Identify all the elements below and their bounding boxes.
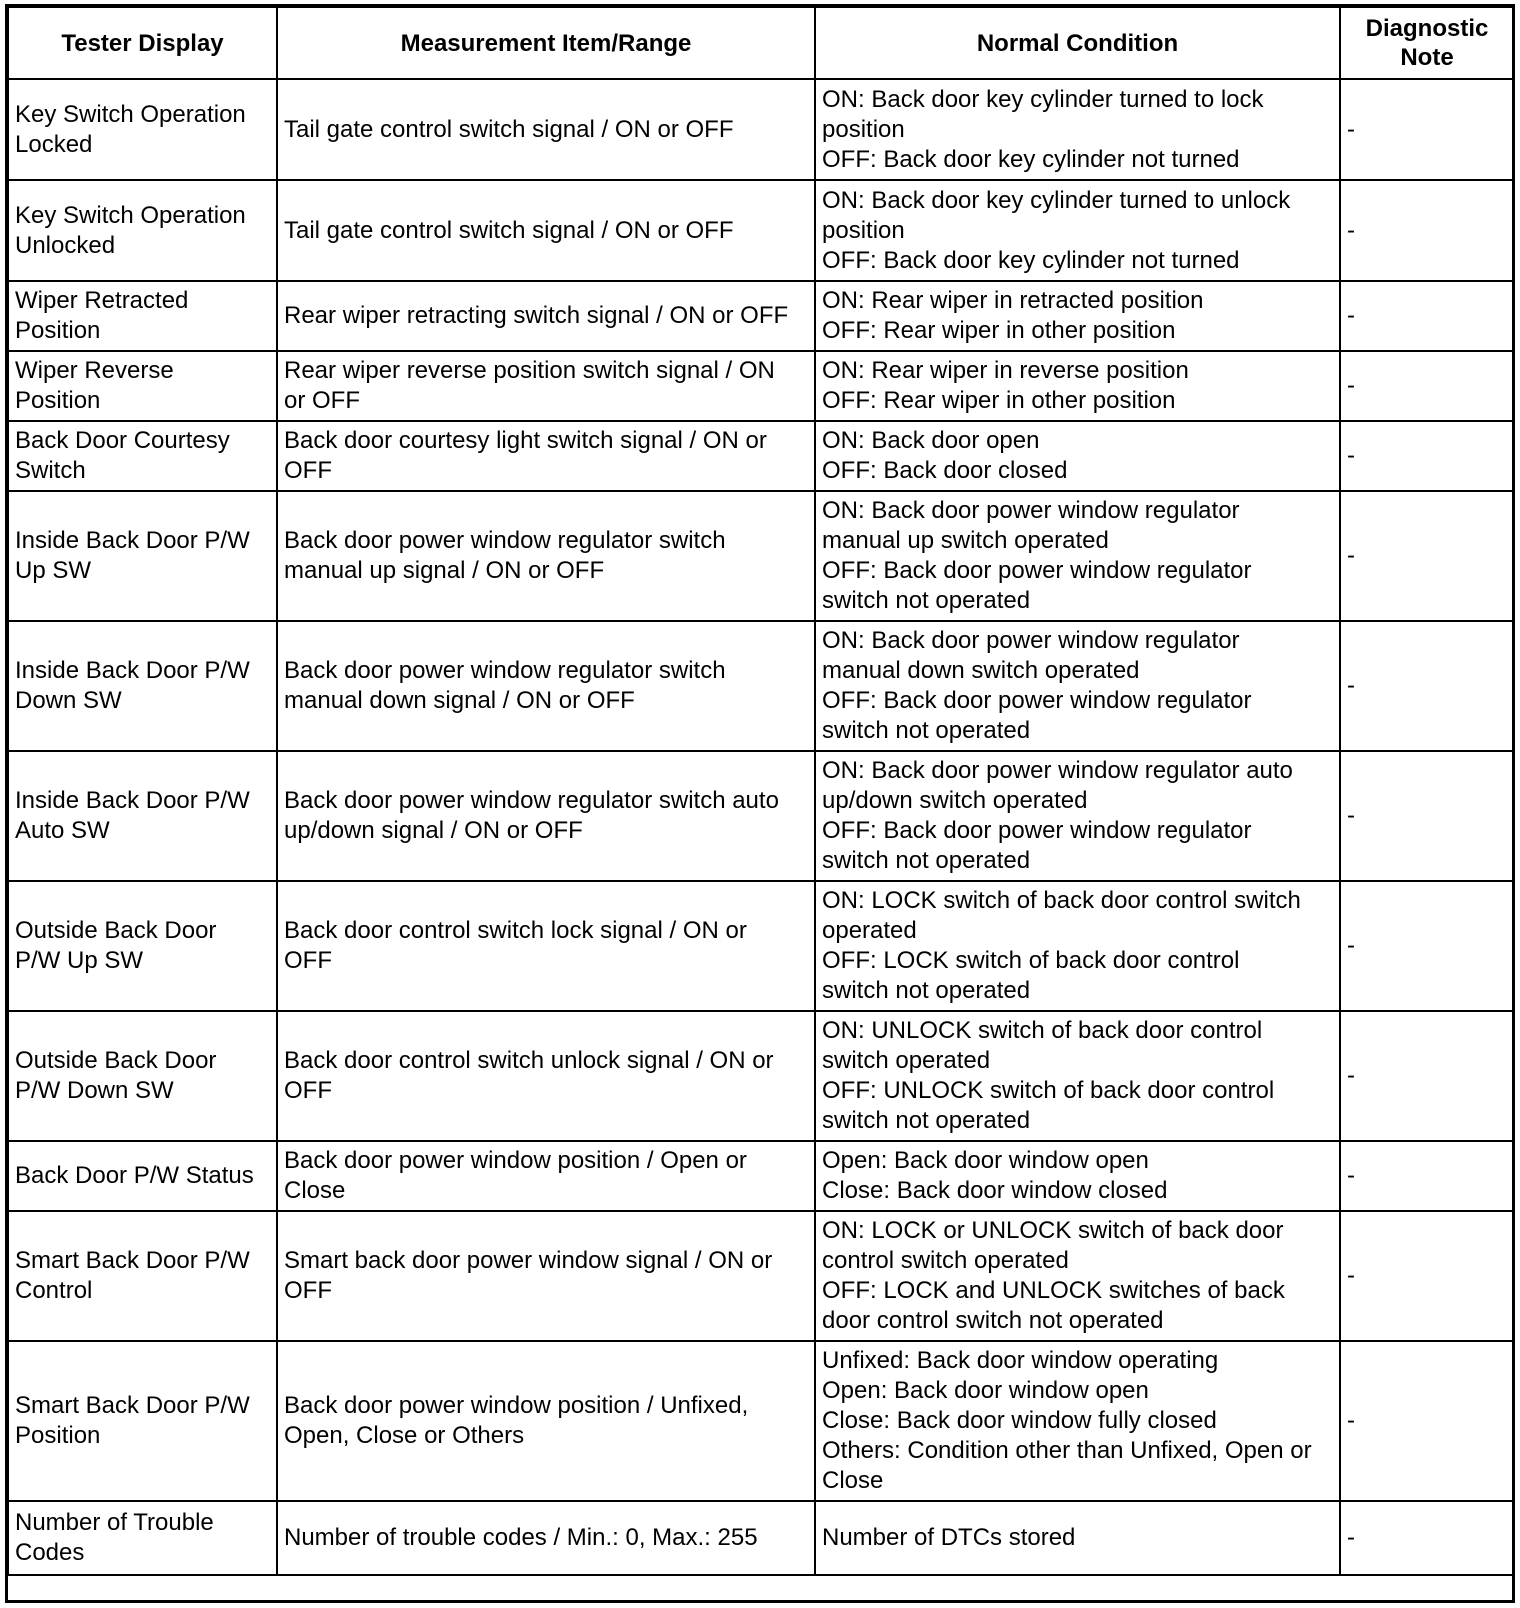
cell-diagnostic-note: -: [1340, 751, 1514, 881]
table-row: [8, 79, 1514, 180]
header-diagnostic-note: Diagnostic Note: [1340, 7, 1514, 79]
cell-normal-condition: ON: Back door power window regulator auto up/down switch operated OFF: Back door power window regulator switch not operated: [815, 751, 1340, 881]
cell-diagnostic-note: -: [1340, 281, 1514, 351]
cell-normal-condition: Open: Back door window open Close: Back door window closed: [815, 1141, 1340, 1211]
cell-diagnostic-note: -: [1340, 491, 1514, 621]
table-row: [8, 1501, 1514, 1575]
table-row: [8, 1011, 1514, 1141]
cell-diagnostic-note: -: [1340, 421, 1514, 491]
cell-tester-display: Smart Back Door P/W Control: [8, 1211, 277, 1341]
table-row: [8, 621, 1514, 751]
cell-normal-condition: ON: Back door power window regulator manual up switch operated OFF: Back door power window regulator switch not operated: [815, 491, 1340, 621]
cell-normal-condition: ON: Rear wiper in reverse position OFF: Rear wiper in other position: [815, 351, 1340, 421]
table-row: [8, 421, 1514, 491]
cell-normal-condition: Unfixed: Back door window operating Open: Back door window open Close: Back door window fully closed Others: Condition other than Unfixed, Open or Close: [815, 1341, 1340, 1501]
cell-normal-condition: ON: LOCK or UNLOCK switch of back door control switch operated OFF: LOCK and UNLOCK switches of back door control switch not operated: [815, 1211, 1340, 1341]
data-list-table: [7, 6, 1515, 1576]
cell-normal-condition: ON: Back door key cylinder turned to unlock position OFF: Back door key cylinder not turned: [815, 180, 1340, 281]
cell-diagnostic-note: -: [1340, 79, 1514, 180]
cell-normal-condition: Number of DTCs stored: [815, 1501, 1340, 1575]
cell-tester-display: Key Switch Operation Locked: [8, 79, 277, 180]
table-row: [8, 281, 1514, 351]
cell-measurement-item: Back door courtesy light switch signal / ON or OFF: [277, 421, 815, 491]
cell-diagnostic-note: -: [1340, 1341, 1514, 1501]
cell-tester-display: Inside Back Door P/W Down SW: [8, 621, 277, 751]
cell-tester-display: Back Door Courtesy Switch: [8, 421, 277, 491]
table-row: [8, 351, 1514, 421]
table-row: [8, 881, 1514, 1011]
cell-tester-display: Inside Back Door P/W Up SW: [8, 491, 277, 621]
cell-diagnostic-note: -: [1340, 1501, 1514, 1575]
cell-normal-condition: ON: LOCK switch of back door control switch operated OFF: LOCK switch of back door control switch not operated: [815, 881, 1340, 1011]
cell-diagnostic-note: -: [1340, 1211, 1514, 1341]
header-row: [8, 7, 1514, 79]
table-row: [8, 491, 1514, 621]
cell-measurement-item: Back door control switch unlock signal / ON or OFF: [277, 1011, 815, 1141]
header-measurement-item: Measurement Item/Range: [277, 7, 815, 79]
cell-normal-condition: ON: Back door power window regulator manual down switch operated OFF: Back door power window regulator switch not operated: [815, 621, 1340, 751]
cell-measurement-item: Rear wiper retracting switch signal / ON or OFF: [277, 281, 815, 351]
cell-measurement-item: Back door power window position / Open or Close: [277, 1141, 815, 1211]
table-body: [8, 79, 1514, 1575]
table-row: [8, 751, 1514, 881]
cell-diagnostic-note: -: [1340, 1141, 1514, 1211]
cell-measurement-item: Tail gate control switch signal / ON or OFF: [277, 180, 815, 281]
table-row: [8, 1341, 1514, 1501]
cell-tester-display: Wiper Reverse Position: [8, 351, 277, 421]
cell-tester-display: Outside Back Door P/W Down SW: [8, 1011, 277, 1141]
cell-diagnostic-note: -: [1340, 881, 1514, 1011]
cell-normal-condition: ON: Rear wiper in retracted position OFF: Rear wiper in other position: [815, 281, 1340, 351]
cell-measurement-item: Back door power window regulator switch manual down signal / ON or OFF: [277, 621, 815, 751]
cell-normal-condition: ON: Back door key cylinder turned to lock position OFF: Back door key cylinder not turned: [815, 79, 1340, 180]
cell-tester-display: Outside Back Door P/W Up SW: [8, 881, 277, 1011]
cell-measurement-item: Rear wiper reverse position switch signal / ON or OFF: [277, 351, 815, 421]
cell-normal-condition: ON: Back door open OFF: Back door closed: [815, 421, 1340, 491]
cell-measurement-item: Number of trouble codes / Min.: 0, Max.: 255: [277, 1501, 815, 1575]
cell-measurement-item: Tail gate control switch signal / ON or OFF: [277, 79, 815, 180]
cell-tester-display: Smart Back Door P/W Position: [8, 1341, 277, 1501]
cell-tester-display: Back Door P/W Status: [8, 1141, 277, 1211]
cell-diagnostic-note: -: [1340, 351, 1514, 421]
cell-measurement-item: Back door power window position / Unfixed, Open, Close or Others: [277, 1341, 815, 1501]
header-tester-display: Tester Display: [8, 7, 277, 79]
cell-normal-condition: ON: UNLOCK switch of back door control switch operated OFF: UNLOCK switch of back door control switch not operated: [815, 1011, 1340, 1141]
table-row: [8, 1211, 1514, 1341]
cell-tester-display: Key Switch Operation Unlocked: [8, 180, 277, 281]
header-normal-condition: Normal Condition: [815, 7, 1340, 79]
cell-measurement-item: Back door power window regulator switch auto up/down signal / ON or OFF: [277, 751, 815, 881]
cell-diagnostic-note: -: [1340, 621, 1514, 751]
cell-diagnostic-note: -: [1340, 180, 1514, 281]
cell-measurement-item: Back door power window regulator switch manual up signal / ON or OFF: [277, 491, 815, 621]
cell-diagnostic-note: -: [1340, 1011, 1514, 1141]
cell-measurement-item: Smart back door power window signal / ON or OFF: [277, 1211, 815, 1341]
cell-measurement-item: Back door control switch lock signal / ON or OFF: [277, 881, 815, 1011]
cell-tester-display: Inside Back Door P/W Auto SW: [8, 751, 277, 881]
cell-tester-display: Wiper Retracted Position: [8, 281, 277, 351]
table-row: [8, 180, 1514, 281]
table-row: [8, 1141, 1514, 1211]
cell-tester-display: Number of Trouble Codes: [8, 1501, 277, 1575]
